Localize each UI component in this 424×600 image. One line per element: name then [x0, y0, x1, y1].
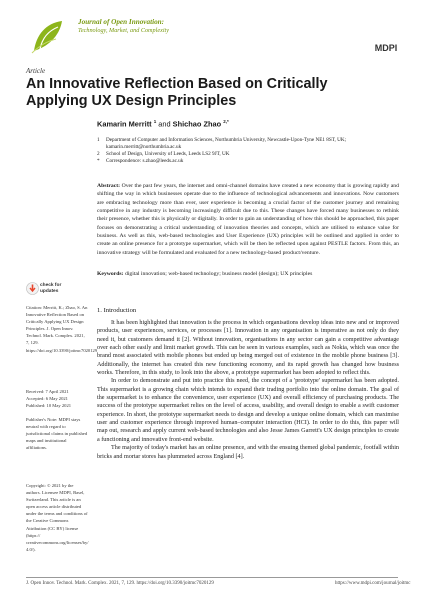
publisher-note: Publisher's Note: MDPI stays neutral with regard to jurisdictional claims in published maps and institutional affiliations.: [26, 417, 88, 451]
affiliation-item: [97, 151, 397, 158]
affiliation-item: [97, 158, 397, 165]
keywords: [97, 270, 399, 278]
section-heading: 1. Introduction: [97, 307, 137, 314]
footer-divider: [26, 577, 398, 578]
affiliation-number: 1: [97, 137, 100, 143]
journal-subtitle: Technology, Market, and Complexity: [78, 27, 170, 34]
affiliation-text: Department of Computer and Information Sciences, Northumbria University, Newcastle-Upon-Tyne NE1 8ST, UK; kamarin.merritt@northumbria.ac.uk: [106, 137, 347, 150]
publisher-logo: [372, 39, 400, 55]
svg-text:MDPI: MDPI: [374, 43, 398, 53]
accepted-date: Accepted: 6 May 2021: [26, 396, 68, 401]
abstract-text: Over the past few years, the internet and omni-channel domains have created a new economy that is growing rapidly and shifting the way in which businesses operate due to the influence of technological advancements and innovations. Now customers are embracing technology more than ever, user experience is becoming a crucial factor of the customer journey and remaining competitive in any industry is becoming increasingly difficult due to this. These changes have forced many businesses to rethink their presence, whether this is physically or digitally. In order to gain an understanding of how this should be approached, this paper focuses on demonstrating a critical understanding of innovation theories and concepts, which are utilised to enhance value for business. As well as this, web-based technologies and User Experience (UX) principles will be outlined and applied in order to create an online presence for a prototype supermarket, which will be then be reflected upon against PESTLE factors. From this, an innovative strategy will be formulated and evaluated for a new technology-based product/venture.: [97, 183, 399, 256]
footer-journal-link[interactable]: https://www.mdpi.com/journal/joitmc: [335, 581, 411, 586]
affiliations: [97, 137, 397, 165]
abstract-label: Abstract:: [97, 183, 121, 189]
paragraph: In order to demonstrate and put into practice this need, the concept of a 'prototype' supermarket has been adopted. This supermarket is a growing chain which intends to expand their trading portfolio into the online domain. The goal of the supermarket is to enhance the convenience, user experience (UX) and overall efficiency of purchasing products. The success of the prototype supermarket relies on the level of access, usability, and overall design to enable a swift customer experience. In short, the prototype supermarket needs to design and develop a unique online domain, which can maximise user and customer experience through improved human–computer interaction (HCI). In order to do this, this paper will map out, research and apply current web-based technologies and also Jesse James Garrett's UX design principles to create a functioning and innovative front-end website.: [97, 378, 399, 443]
update-icon: [26, 282, 39, 295]
published-date: Published: 10 May 2021: [26, 403, 72, 408]
author-affil-marker: 1: [153, 119, 157, 124]
affiliation-item: [97, 137, 397, 151]
keywords-label: Keywords:: [97, 271, 124, 277]
article-type: Article: [26, 67, 46, 75]
body-text: [97, 319, 399, 461]
copyright-note: Copyright: © 2021 by the authors. Licensee MDPI, Basel, Switzerland. This article is an open access article distributed under the terms and conditions of the Creative Commons Attribution (CC BY) license (https:// creativecommons.org/licenses/by/ 4.0/).: [26, 483, 89, 552]
badge-line: updates: [40, 288, 59, 294]
paragraph: It has been highlighted that innovation is the process in which organisations develop ideas into new and or improved products, user experiences, services, or processes [1]. Innovation in any organisation is imperative as not only do they need it, but customers demand it [2]. Without innovation, organisations in any sector can gain a competitive advantage over each other easily and limit market growth. This can be seen in various examples, such as Nokia, which was once the brand most associated with mobile phones but ended up being merged out of existence in the mobile phone business [3]. Additionally, the internet has created this new functioning economy, and its rapid growth has changed how business works. Therefore, in this study, to look into the above, a prototype supermarket has been adopted to reflect this.: [97, 320, 399, 377]
author-and: and: [158, 119, 171, 129]
paper-title: An Innovative Reflection Based on Critically Applying UX Design Principles: [26, 76, 328, 109]
badge-line: check for: [40, 283, 62, 288]
author-name: Shichao Zhao: [172, 119, 222, 129]
citation-note: Citation: Merritt, K.; Zhao, S. An Innovative Reflection Based on Critically Applying UX Design Principles. J. Open Innov. Technol. Mark. Complex. 2021, 7, 129. https://doi.org/10.3390/joitmc7020129: [26, 305, 98, 353]
abstract: [97, 182, 399, 257]
affiliation-text: School of Design, University of Leeds, Leeds LS2 9JT, UK: [106, 151, 230, 157]
affiliation-number: 2: [97, 151, 100, 157]
correspondence-text: Correspondence: s.zhao@leeds.ac.uk: [106, 158, 184, 164]
journal-logo: [26, 15, 70, 59]
author-name: Kamarin Merritt: [97, 119, 152, 129]
journal-name: Journal of Open Innovation:: [78, 18, 165, 26]
keywords-text: digital innovation; web-based technology; business model (design); UX principles: [124, 271, 313, 277]
author-list: [97, 119, 229, 128]
check-for-updates-text: [40, 283, 61, 294]
paragraph: The majority of today's market has an online presence, and with the ensuing themed global pandemic, footfall within bricks and mortar stores has plummeted across England [4].: [97, 445, 399, 460]
footer-citation: J. Open Innov. Technol. Mark. Complex. 2021, 7, 129. https://doi.org/10.3390/joitmc7020129: [26, 581, 214, 586]
affiliation-number: *: [97, 158, 100, 164]
author-affil-marker: 2,*: [223, 119, 229, 124]
received-date: Received: 7 April 2021: [26, 389, 69, 394]
